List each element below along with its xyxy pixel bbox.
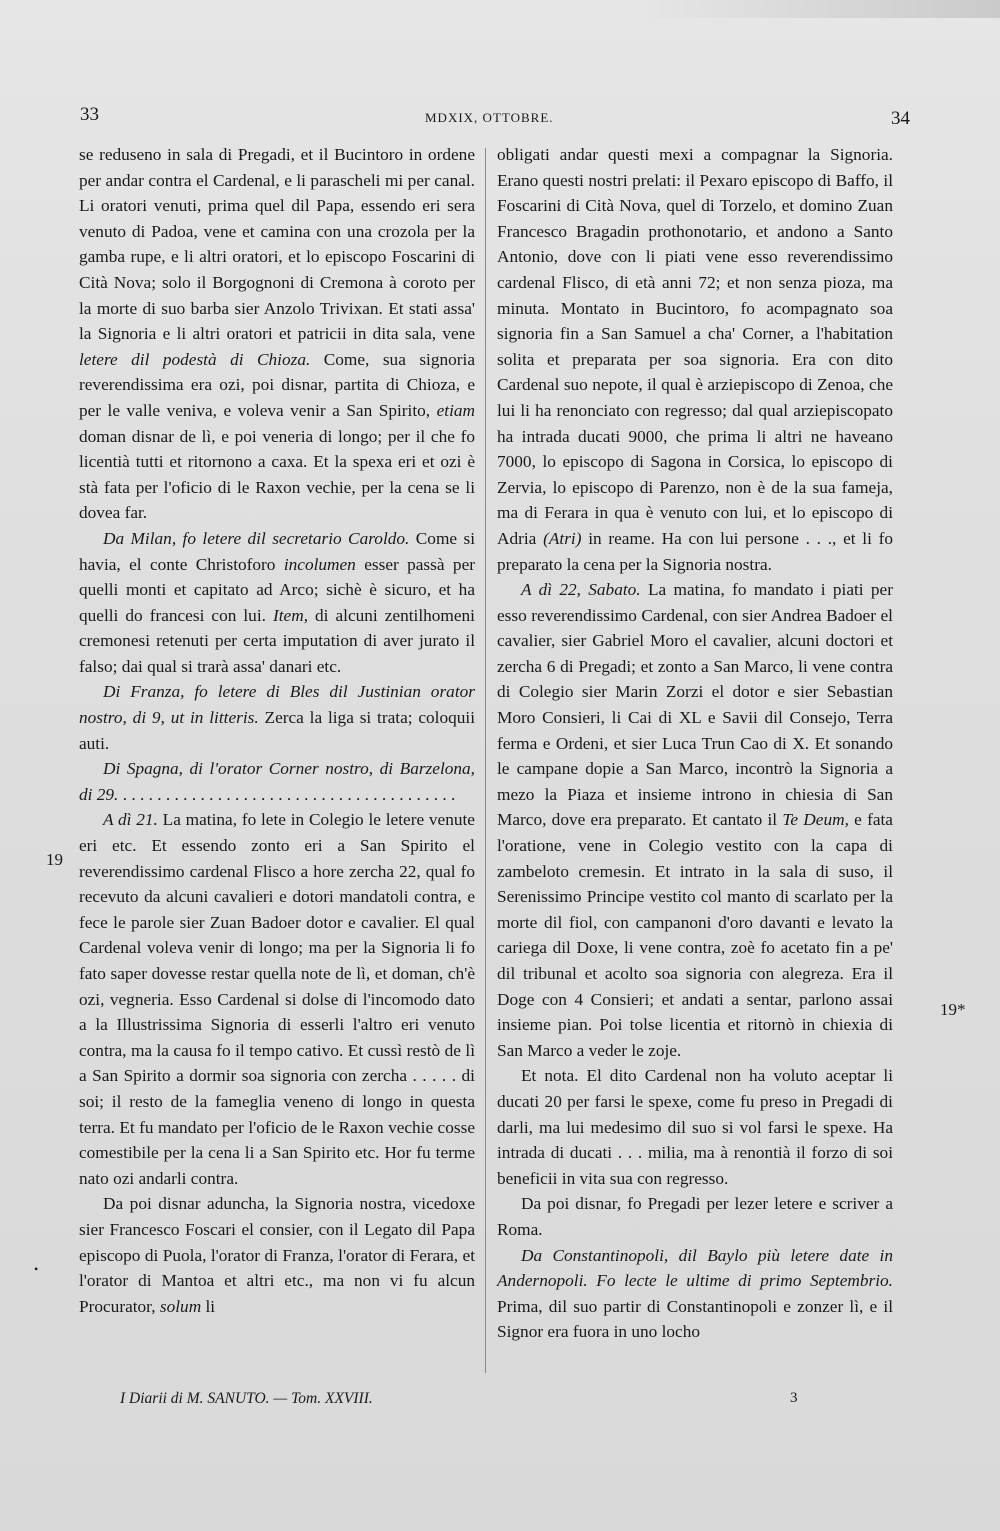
paragraph bbox=[79, 679, 475, 756]
text: Da poi disnar aduncha, la Signoria nostra, vicedoxe sier Francesco Foscari el consier, con il Legato dil Papa episcopo di Puola, l'orator di Franza, l'orator di Ferara, et l'orator di Mantoa et altri etc., ma non vi fu alcun Procurator, bbox=[79, 1194, 475, 1316]
text: di alcuni zentilhomeni cremonesi retenuti per certa imputation di aver jurato il falso; dai qual si trarà assa' danari etc. bbox=[79, 605, 475, 676]
paragraph bbox=[79, 526, 475, 680]
paragraph bbox=[79, 756, 475, 807]
page-footer bbox=[120, 1390, 820, 1414]
text: Zerca la liga si trata; coloquii auti. bbox=[79, 708, 475, 753]
text: Prima, dil suo partir di Constantinopoli e zonzer lì, e il Signor era fuora in uno locho bbox=[497, 1296, 893, 1342]
text: doman disnar de lì, e poi veneria di longo; per il che fo licentià tutti et ritornono a caxa. Et la spexa eri et ozi è stà fata per l'oficio di le Raxon vechie, per la cena se li dovea far. bbox=[79, 426, 475, 523]
page-stain bbox=[640, 0, 1000, 18]
paragraph bbox=[497, 1243, 893, 1345]
running-title: MDXIX, OTTOBRE. bbox=[425, 110, 554, 125]
text: Come si havia, el conte Christoforo bbox=[79, 528, 476, 574]
text-italic: Da Constantinopoli, dil Baylo più letere date in Andernopoli. Fo lecte le ultime di primo Septembrio. bbox=[497, 1245, 893, 1291]
left-column bbox=[79, 142, 475, 1319]
page-number-right: 34 bbox=[891, 108, 910, 129]
paragraph bbox=[79, 1191, 475, 1319]
column-divider bbox=[485, 148, 486, 1373]
signature-mark: 3 bbox=[790, 1390, 798, 1406]
text: Come, sua signoria reverendissima era ozi, poi disnar, partita di Chioza, e per le valle veniva, e voleva venir a San Spirito, bbox=[79, 349, 475, 420]
paragraph bbox=[79, 142, 475, 526]
text-italic: Te Deum, bbox=[782, 810, 849, 830]
text: se reduseno in sala di Pregadi, et il Bucintoro in ordene per andar contra el Cardenal, e li parascheli mi per canal. Li oratori venuti, prima quel dil Papa, essendo eri sera venuto di Padoa, vene et camina con una crozola per la gamba rupe, e li altri oratori, et lo episcopo Foscarini di Cità Nova; solo il Borgognoni di Cremona à coroto per la morte di suo barba sier Anzolo Trivixan. Et stati assa' la Signoria e li altri oratori et patricii in dita sala, vene bbox=[79, 145, 475, 344]
text: esser passà per quelli monti et capitato ad Arco; sichè è sicuro, et ha quelli do francesi con lui. bbox=[79, 554, 475, 625]
text: Da poi disnar, fo Pregadi per lezer letere e scriver a Roma. bbox=[497, 1194, 893, 1239]
text: obligati andar questi mexi a compagnar la Signoria. Erano questi nostri prelati: il Pexaro episcopo di Baffo, il Foscarini di Cità Nova, quel di Torzelo, et domino Zuan Francesco Bragadin prothonotario, et andono a Santo Antonio, dove con li piati vene esso reverendissimo cardenal Flisco, di età anni 72; et non senza pioza, ma minuta. Montato in Bucintoro, fo acompagnato soa signoria fin a San Samuel a cha' Corner, a l'habitation solita et preparata per soa signoria. Era con dito Cardenal suo nepote, il qual è arziepiscopo di Zenoa, che lui li ha renonciato con regresso; dal qual arziepiscopato ha intrada ducati 9000, che prima li altri ne haveano 7000, lo episcopo di Sagona in Corsica, lo episcopo di Zervia, lo episcopo di Parenzo, non è de la sua fameja, ma di Ferara in qua è venuto con lui, et lo episcopo di Adria bbox=[497, 145, 893, 548]
text-italic: A dì 21. bbox=[103, 810, 158, 830]
right-column bbox=[497, 142, 893, 1345]
text: . . . . . . . . . . . . . . . . . . . . . . . . . . . . . . . . . . . . . . . bbox=[118, 784, 456, 804]
page-header bbox=[80, 104, 910, 134]
text: e fata l'oratione, vene in Colegio vestito con la capa di zambeloto cremesin. Et intrato in la sala di suso, il Serenissimo Principe vestito col manto di scarlato per la morte dil fiol, con campanoni d'oro davanti e levato la cariega dil Doxe, li vene contra, zoè fo acetato fin a pe' dil tribunal et acolto soa signoria con alegreza. Era il Doge con 4 Consieri; et andati a sentar, parlono assai insieme pian. Poi tolse licentia et ritornò in chiexia di San Marco a veder le zoje. bbox=[497, 810, 893, 1060]
text: Et nota. El dito Cardenal non ha voluto aceptar li ducati 20 per farsi le spexe, come fu preso in Pregadi di darli, ma lui medesimo dil suo si vol farsi le spexe. Ha intrada di ducati . . . milia, ma à renontià il forzo di soi beneficii in vita sua con regresso. bbox=[497, 1066, 893, 1188]
text: li bbox=[201, 1296, 216, 1316]
text: in reame. Ha con lui persone . . ., et li fo preparato la cena per la Signoria nostra. bbox=[497, 528, 893, 574]
margin-bullet: • bbox=[34, 1262, 39, 1276]
paragraph bbox=[497, 142, 893, 577]
paragraph bbox=[497, 1063, 893, 1191]
margin-number-left: 19 bbox=[46, 850, 63, 869]
text-italic: incolumen bbox=[283, 554, 356, 574]
footer-citation: I Diarii di M. SANUTO. — Tom. XXVIII. bbox=[120, 1390, 373, 1407]
text-italic: A dì 22, Sabato. bbox=[521, 580, 641, 600]
text-italic: letere dil podestà di Chioza. bbox=[79, 349, 311, 369]
text-italic: Da Milan, fo letere dil secretario Caroldo. bbox=[103, 528, 410, 548]
text-italic: Di Franza, fo letere di Bles dil Justinian orator nostro, di 9, ut in litteris. bbox=[79, 682, 475, 728]
text-italic: (Atri) bbox=[543, 528, 582, 548]
text-italic: etiam bbox=[436, 400, 475, 420]
text-italic: Item, bbox=[272, 605, 309, 625]
page-number-left: 33 bbox=[80, 104, 99, 125]
text: La matina, fo mandato i piati per esso reverendissimo Cardenal, con sier Andrea Badoer el cavalier, sier Gabriel Moro el cavalier, alcuni doctori et zercha 6 di Pregadi; et zonto a San Marco, li vene contra di Colegio sier Marin Zorzi el dotor e sier Sebastian Moro Consieri, li Cai di XL e Savii dil Consejo, Terra ferma e Ordeni, et sier Luca Trun Cao di X. Et sonando le campane dopie a San Marco, incontrò la Signoria a mezo la Piaza et insieme introno in chiesia di San Marco, dove era preparato. Et cantato il bbox=[497, 580, 893, 830]
margin-number-right: 19* bbox=[940, 1000, 966, 1019]
text-italic: Di Spagna, di l'orator Corner nostro, di Barzelona, di 29. bbox=[79, 759, 475, 804]
text-italic: solum bbox=[159, 1296, 202, 1316]
paragraph bbox=[497, 577, 893, 1063]
paragraph bbox=[79, 807, 475, 1191]
paragraph bbox=[497, 1191, 893, 1242]
text: La matina, fo lete in Colegio le letere venute eri etc. Et essendo zonto eri a San Spirito el reverendissimo cardenal Flisco a hore zercha 22, qual fo recevuto da alcuni cavalieri e dotori mandatoli contra, e fece le parole sier Zuan Badoer dotor e cavalier. El qual Cardenal voleva venir di longo; ma per la Signoria li fo fato saper dovesse restar quella note de lì, et doman, ch'è ozi, vegneria. Esso Cardenal si dolse di l'incomodo dato a la Illustrissima Signoria di esserli l'altro eri venuto contra, ma la causa fo il tempo cativo. Et cussì restò de lì a San Spirito a dormir soa signoria con zercha . . . . . di soi; il resto de la fameglia veneno di longo in questa terra. Et fu mandato per l'oficio de le Raxon vechie cosse comestibile per la cena li a San Spirito etc. Hor fu terme nato ozi andarli contra. bbox=[79, 810, 475, 1188]
